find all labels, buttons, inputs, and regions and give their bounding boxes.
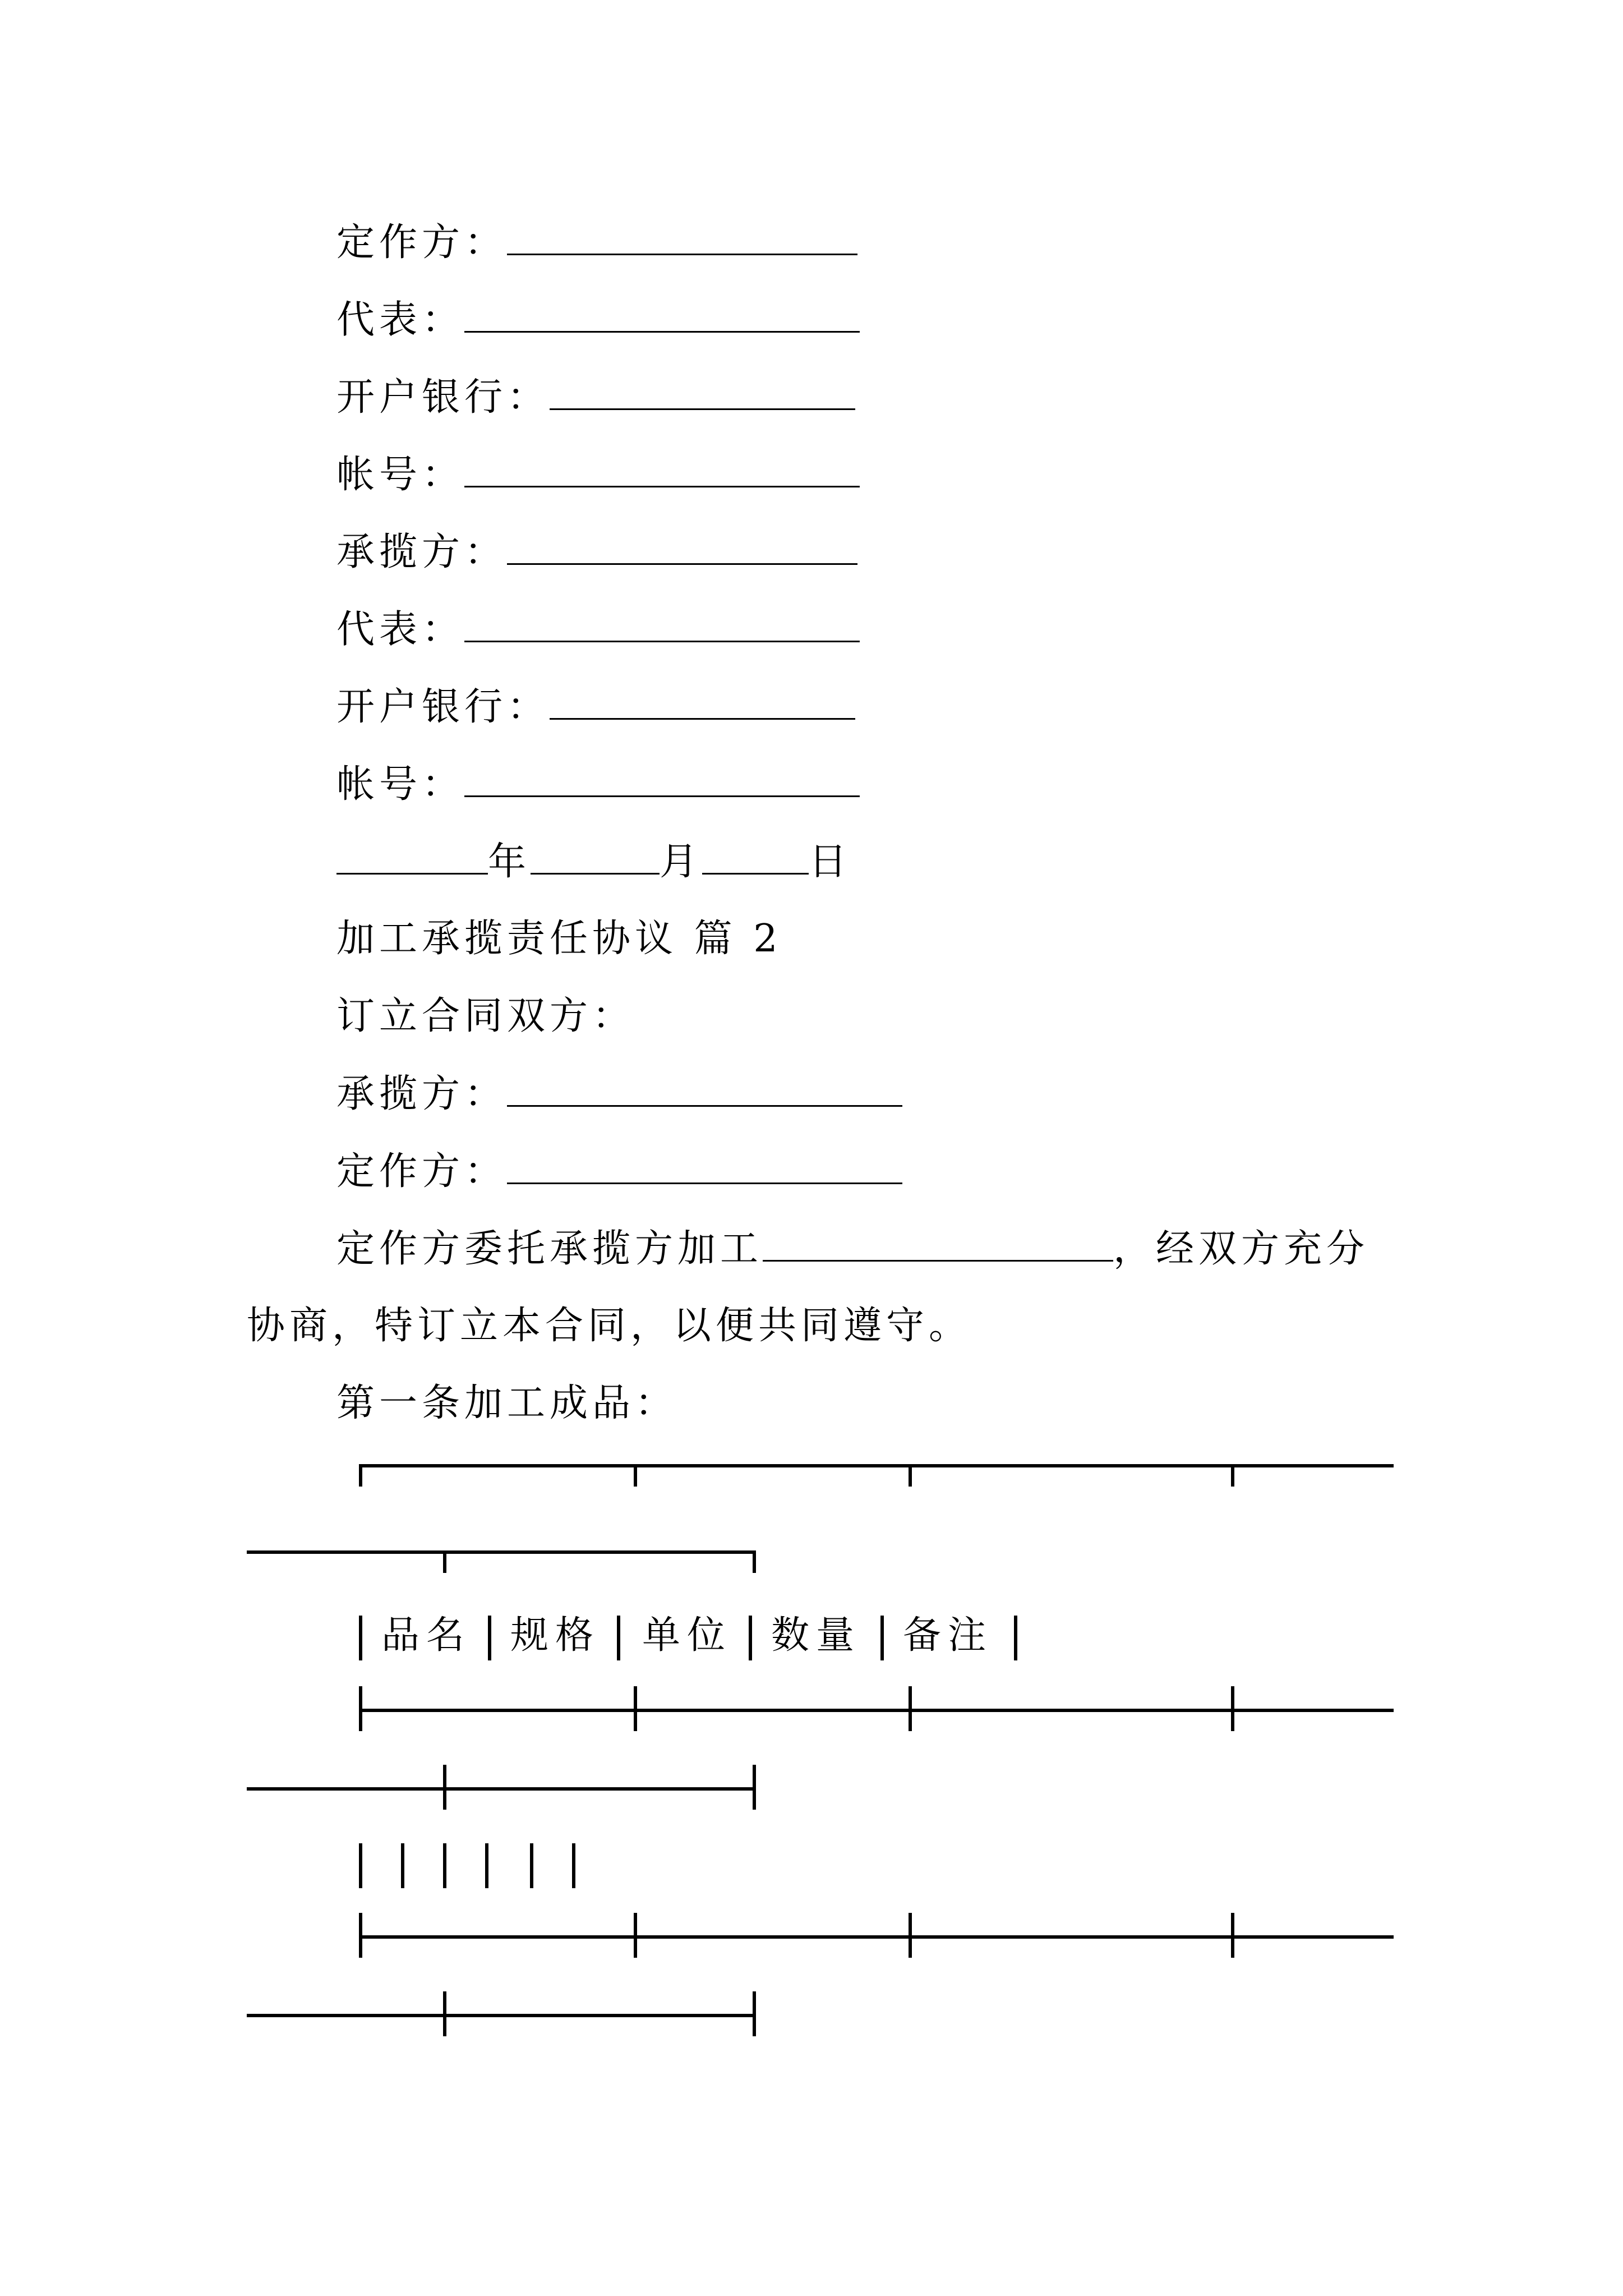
date-line xyxy=(336,839,851,885)
field-account-2 xyxy=(336,762,860,807)
blank-line xyxy=(464,762,860,797)
table-junction xyxy=(359,1913,362,1958)
field-label: 承揽方： xyxy=(336,530,508,574)
blank-line xyxy=(507,1071,902,1107)
field-label: 承揽方： xyxy=(336,1072,508,1116)
table-bar xyxy=(359,1616,362,1660)
table-junction xyxy=(443,1991,446,2036)
section-title: 加工承揽责任协议 篇 2 xyxy=(336,917,782,961)
field-contractor xyxy=(336,530,857,575)
field-representative xyxy=(336,297,860,343)
table-bar xyxy=(443,1843,446,1888)
month-blank xyxy=(531,839,660,875)
field-label: 代表： xyxy=(336,298,465,342)
blank-line xyxy=(507,530,857,565)
table-bar xyxy=(617,1616,620,1660)
paragraph-line-2: 协商，特订立本合同，以便共同遵守。 xyxy=(247,1304,972,1348)
blank-line xyxy=(507,1149,902,1184)
table-mid-border-2 xyxy=(359,1935,1394,1939)
month-label: 月 xyxy=(660,840,703,884)
table-bar xyxy=(749,1616,752,1660)
field-representative-2 xyxy=(336,607,860,652)
year-label: 年 xyxy=(488,840,531,884)
field-bank xyxy=(336,375,855,420)
header-unit: 单位 xyxy=(642,1613,732,1658)
table-mid-border xyxy=(359,1709,1394,1712)
paragraph-text: 定作方委托承揽方加工 xyxy=(336,1227,763,1271)
field-bank-2 xyxy=(336,684,855,730)
field-label: 定作方： xyxy=(336,1149,508,1194)
table-tick xyxy=(443,1550,446,1573)
header-remarks: 备注 xyxy=(903,1613,993,1658)
table-junction xyxy=(753,1765,756,1810)
field-label: 代表： xyxy=(336,608,465,652)
table-junction xyxy=(753,1991,756,2036)
blank-line xyxy=(550,684,855,720)
article-title: 第一条加工成品： xyxy=(336,1381,678,1425)
table-junction xyxy=(634,1913,637,1958)
blank-line xyxy=(464,607,860,642)
blank-line xyxy=(550,375,855,410)
year-blank xyxy=(336,839,488,875)
paragraph-text: ，经双方充分 xyxy=(1113,1227,1370,1271)
field-contractor-2 xyxy=(336,1071,902,1117)
header-name: 品名 xyxy=(381,1613,472,1658)
blank-line xyxy=(464,452,860,487)
table-corner xyxy=(753,1550,756,1573)
table-junction xyxy=(1231,1913,1234,1958)
blank-line xyxy=(464,297,860,333)
field-label: 帐号： xyxy=(336,453,465,497)
field-account xyxy=(336,452,860,498)
table-bar xyxy=(401,1843,404,1888)
table-bar xyxy=(880,1616,884,1660)
field-label: 开户银行： xyxy=(336,375,550,420)
table-tick xyxy=(909,1464,912,1487)
product-blank xyxy=(763,1226,1113,1262)
table-bar xyxy=(485,1843,488,1888)
table-bar xyxy=(530,1843,533,1888)
field-orderer-2 xyxy=(336,1149,902,1194)
table-top-border xyxy=(359,1464,1394,1467)
header-quantity: 数量 xyxy=(771,1613,861,1658)
field-label: 开户银行： xyxy=(336,685,550,729)
field-label: 定作方： xyxy=(336,220,508,265)
table-bar xyxy=(1014,1616,1017,1660)
table-tick xyxy=(1231,1464,1234,1487)
table-junction xyxy=(909,1913,912,1958)
parties-intro: 订立合同双方： xyxy=(336,994,635,1038)
field-orderer xyxy=(336,220,857,265)
table-mid-border-2-cont xyxy=(247,2014,754,2017)
table-junction xyxy=(1231,1686,1234,1731)
day-label: 日 xyxy=(809,840,852,884)
table-junction xyxy=(909,1686,912,1731)
table-bar xyxy=(572,1843,575,1888)
header-spec: 规格 xyxy=(510,1613,601,1658)
table-corner xyxy=(359,1464,362,1487)
table-mid-border-cont xyxy=(247,1787,754,1791)
table-bar xyxy=(488,1616,491,1660)
field-label: 帐号： xyxy=(336,762,465,807)
blank-line xyxy=(507,220,857,255)
table-tick xyxy=(634,1464,637,1487)
table-junction xyxy=(359,1686,362,1731)
table-junction xyxy=(443,1765,446,1810)
table-top-border-cont xyxy=(247,1550,754,1554)
table-junction xyxy=(634,1686,637,1731)
day-blank xyxy=(702,839,809,875)
paragraph-line-1 xyxy=(336,1226,1369,1272)
table-bar xyxy=(359,1843,362,1888)
